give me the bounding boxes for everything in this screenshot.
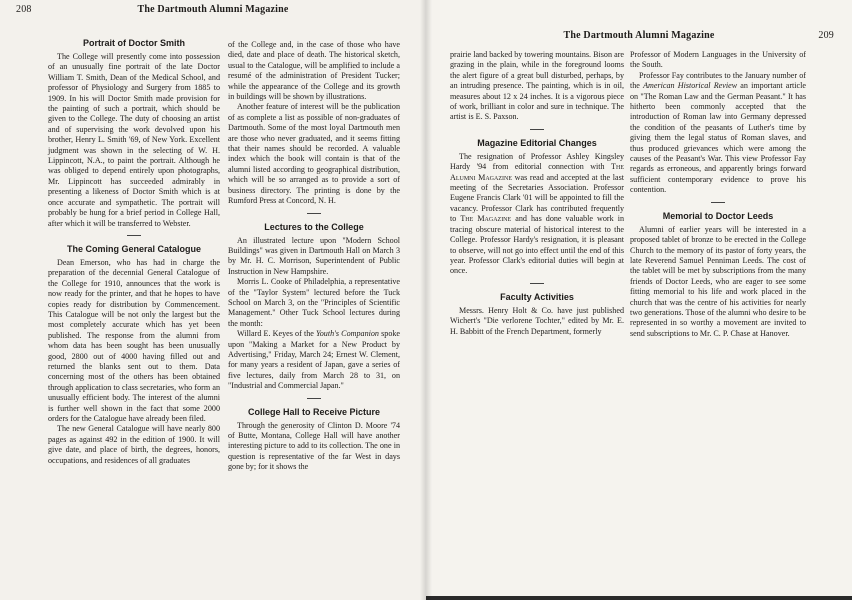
right-page-number: 209 [818,30,834,41]
section-divider [307,398,321,399]
paragraph: Dean Emerson, who has had in charge the preparation of the decennial General Catalogue of the College for 1910, announces that the work is now ready for the printer, and that he hopes to have copies ready for distribution by Commencement. This Catalogue will be not only the largest but the most completely accurate which has yet been published. The response from the alumni from whom data has been sought has been unusually good, 2800 out of 4000 having filled out and returned the blanks sent out to them. Data concerning most of the others has been obtained through application to class secretaries, who form an unusually efficient body. The interest of the alumni is further well shown in the fact that some 2000 orders for the Catalogue have already been filed. [48,257,220,423]
page-edge-shadow [426,596,852,600]
paragraph: Another feature of interest will be the publication of as complete a list as possible of non-graduates of Dartmouth. Some of the most loyal Dartmouth men are those who never graduated, and it seems fitting that their names should be recorded. A valuable index which the book will contain is that of the alumni listed according to geographical distribution, which will be so arranged as to provide a sort of business directory. The printing is done by the Rumford Press at Concord, N. H. [228,102,400,206]
section-title-portrait: Portrait of Doctor Smith [82,38,185,48]
paragraph: Professor of Modern Languages in the University of the South. [630,50,806,70]
section-title-catalogue: The Coming General Catalogue [66,243,202,254]
section-title-leeds: Memorial to Doctor Leeds [662,210,774,221]
right-running-head: The Dartmouth Alumni Magazine [563,30,715,41]
right-page [426,0,852,600]
right-column-2 [630,50,806,339]
paragraph: The resignation of Professor Ashley Kingsley Hardy '94 from editorial connection with The Alumni Magazine was read and accepted at the last meeting of the Secretaries Association. Professor Eugene Francis Clark '01 will be appointed to fill the vacancy. Professor Clark has contributed frequently to The Magazine and has done valuable work in tracing obscure material of historical interest to the College. Professor Hardy's resignation, it is pleasant to observe, will not go into effect until the end of this year. Professor Clark's editorial duties will begin at once. [450,151,625,276]
section-divider [530,283,544,284]
section-divider [711,202,725,203]
section-title-college-hall: College Hall to Receive Picture [247,406,381,417]
right-column-1 [450,50,624,337]
paragraph: of the College and, in the case of those who have died, date and place of death. The historical sketch, usual to the Catalogue, will be amplified to include a resumé of the administration of President Tucker; while the appearance of the College and its growth in buildings will be shown by illustrations. [228,40,400,102]
paragraph: Messrs. Henry Holt & Co. have just published Wichert's "Die verlorene Tochter," edited by Mr. E. H. Babbitt of the French Department, formerly [450,305,624,336]
section-title-lectures: Lectures to the College [264,221,364,232]
section-divider [127,235,141,236]
paragraph: Willard E. Keyes of the Youth's Companion spoke upon "Making a Market for a New Product by Advertising," Friday, March 24; Ernest W. Clement, for many years a resident of Japan, gave a series of five lectures, daily from March 28 to 31, on "Industrial and Commercial Japan." [228,329,401,391]
paragraph: An illustrated lecture upon "Modern School Buildings" was given in Dartmouth Hall on March 3 by Mr. H. C. Morrison, Superintendent of Public Instruction in New Hampshire. [228,235,400,276]
left-column-2 [228,40,400,473]
book-gutter [420,0,432,600]
section-title-editorial: Magazine Editorial Changes [477,137,597,148]
left-page-number: 208 [16,4,32,15]
paragraph: Morris L. Cooke of Philadelphia, a representative of the "Taylor System" lectured before the Tuck School on March 3, on the "Principles of Scientific Management." Other Tuck School lectures during the month: [228,277,400,328]
section-divider [307,213,321,214]
paragraph: The new General Catalogue will have nearly 800 pages as against 492 in the edition of 1900. It will give date, and place of birth, the degrees, honors, occupations, and residences of all graduates [48,424,220,465]
section-divider [530,129,544,130]
section-title-faculty: Faculty Activities [500,291,574,302]
paragraph: Professor Fay contributes to the January number of the American Historical Review an important article on "The Roman Law and the German Peasant." It has hitherto been commonly accepted that the introduction of Roman law into Germany depressed the condition of the peasants of Luther's time by giving them the legal status of Roman slaves, and thus produced grievances which were among the causes of the Peasant's War. This view Professor Fay regards as erroneous, and apparently brings forward sufficient contemporary evidence to prove his contention. [630,70,806,195]
left-running-head: The Dartmouth Alumni Magazine [137,4,289,15]
paragraph: Through the generosity of Clinton D. Moore '74 of Butte, Montana, College Hall will have another interesting picture to add to its collection. The one in question is representative of the far West in days gone by; for it shows the [228,420,400,472]
paragraph: prairie land backed by towering mountains. Bison are grazing in the plain, while in the foreground looms the alert figure of a great bull disturbed, perhaps, by an intruding presence. The painting, which is in oil, measures about 12 x 24 inches. It is a vigorous piece of work, brilliant in color and sure in technique. The artist is E. S. Paxson. [450,50,624,122]
paragraph: The College will presently come into possession of an unusually fine portrait of the late Doctor William T. Smith, Dean of the Medical School, and professor of Physiology and Surgery from 1885 to 1909. In his will Doctor Smith made provision for the painting of such a portrait, which should be given to the College. The duty of choosing an artist and of supervising the work devolved upon his brother, Henry L. Smith '69, of New York. Excellent judgment was shown in the selecting of W. H. Lippincott, N.A., to paint the portrait. Although he was obliged to depend entirely upon photographs, Mr. Lippincott has succeeded admirably in presenting a likeness of Doctor Smith which is at once accurate and sympathetic. The portrait will probably be hung for a brief period in College Hall, after which it will be transferred to Webster. [48,52,220,228]
left-column-1 [48,38,220,466]
paragraph: Alumni of earlier years will be interested in a proposed tablet of bronze to be erected in the College Church to the memory of its pastor of forty years, the late Reverend Samuel Penniman Leeds. The cost of the tablet will be met by subscriptions from the many friends of Doctor Leeds, who are eager to see some fitting memorial to his life and work placed in the church that was the centre of his activities for nearly two generations. Those of the alumni who desire to be represented in so worthy a movement are invited to send subscriptions to Mr. C. P. Chase at Hanover. [630,224,806,338]
